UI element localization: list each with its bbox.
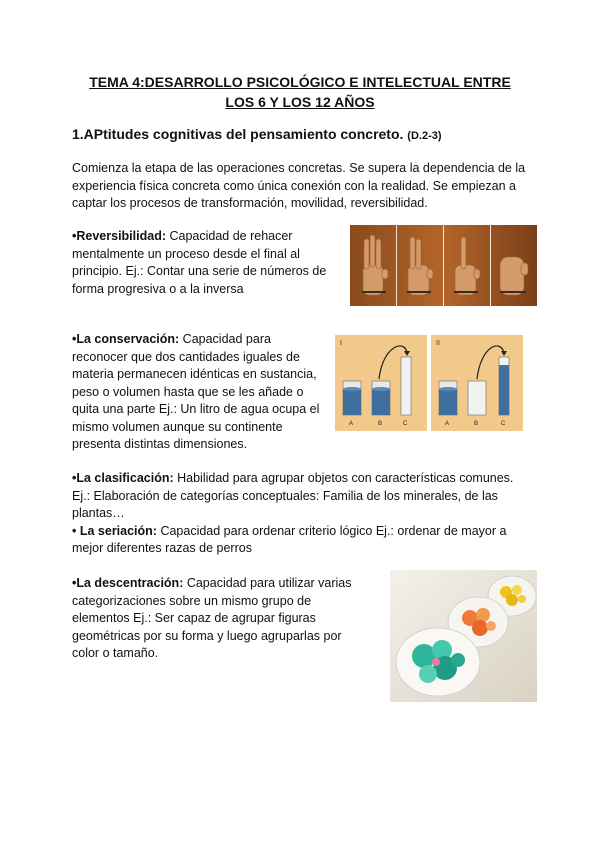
descentracion-paragraph (72, 575, 372, 663)
conservacion-text: Capacidad para reconocer que dos cantidades iguales de materia permanecen idénticas en sustancia, peso o volumen hasta que se les añade o quita una parte Ej.: Un litro de agua ocupa el mismo volumen aunque su continente presenta distintas dimensiones. (72, 332, 320, 451)
section-heading-ref: (D.2-3) (407, 130, 442, 142)
descentracion-text: Capacidad para utilizar varias categorizaciones sobre un mismo grupo de elementos Ej.: Ser capaz de agrupar figuras geométricas por su forma y luego agruparlas por color o tamaño. (72, 576, 352, 660)
clasificacion-seriacion-block (72, 470, 532, 558)
panel-1-label-b: B (378, 421, 383, 427)
clasificacion-term: •La clasificación: (72, 471, 174, 485)
panel-2-label-c: C (501, 421, 506, 427)
reversibilidad-paragraph (72, 228, 342, 298)
seriacion-text: Capacidad para ordenar criterio lógico Ej.: ordenar de mayor a mejor diferentes razas de perros (72, 523, 507, 555)
panel-2-label-a: A (445, 421, 450, 427)
section-heading-text: 1.APtitudes cognitivas del pensamiento concreto. (72, 126, 404, 142)
sorting-bowls-image (390, 570, 537, 702)
panel-1-label-a: A (349, 421, 354, 427)
clasificacion-text: Habilidad para agrupar objetos con características comunes. Ej.: Elaboración de categorías conceptuales: Familia de los minerales, de las plantas… (72, 471, 514, 520)
panel-1-label-c: C (403, 421, 408, 427)
descentracion-term: •La descentración: (72, 576, 184, 590)
title-line-1: TEMA 4:DESARROLLO PSICOLÓGICO E INTELECTUAL ENTRE (89, 74, 511, 90)
reversibilidad-text: Capacidad de rehacer mentalmente un proceso desde el final al principio. Ej.: Contar una serie de números de forma progresiva o a la inversa (72, 229, 327, 296)
conservacion-term: •La conservación: (72, 332, 180, 346)
panel-2-label: II (436, 340, 440, 347)
conservacion-paragraph (72, 331, 327, 454)
intro-paragraph: Comienza la etapa de las operaciones concretas. Se supera la dependencia de la experiencia física concreta como única conexión con la realidad. Se empiezan a captar los procesos de transformación, movilidad, reversibilidad. (72, 161, 526, 210)
clasificacion-paragraph (72, 470, 532, 523)
seriacion-term: • La seriación: (72, 523, 157, 538)
title-line-2: LOS 6 Y LOS 12 AÑOS (225, 94, 375, 110)
reversibilidad-term: •Reversibilidad: (72, 229, 166, 243)
conservation-experiment-image (335, 335, 523, 431)
panel-2-label-b: B (474, 421, 479, 427)
hands-counting-image (350, 225, 537, 306)
page-title (60, 72, 540, 112)
panel-1-label: I (340, 340, 342, 347)
section-heading (72, 126, 442, 142)
seriacion-paragraph (72, 523, 532, 558)
